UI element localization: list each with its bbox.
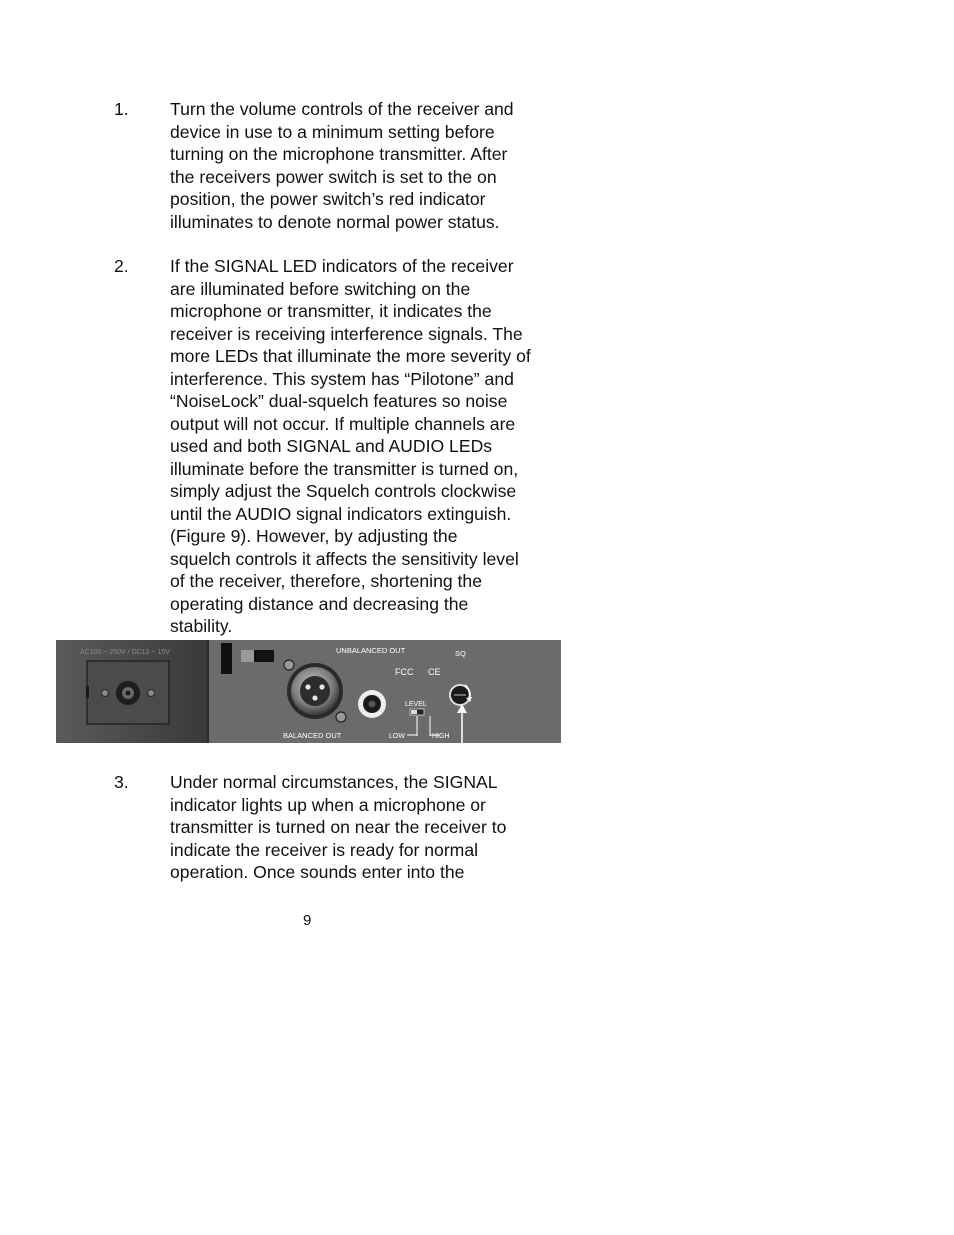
list-item-text: If the SIGNAL LED indicators of the receiver are illuminated before switching on the microphone or transmitter, it indicates the receiver is receiving interference signals. The more LEDs that illuminate the more severity of interference. This system has “Pilotone” and “NoiseLock” dual-squelch features so noise output will not occur. If multiple channels are used and both SIGNAL and AUDIO LEDs illuminate before the transmitter is turned on, simply adjust the Squelch controls clockwise until the AUDIO signal indicators extinguish. (Figure 9). However, by adjusting the squelch controls it affects the sensitivity level of the receiver, therefore, shortening the operating distance and decreasing the stability. [170, 256, 531, 636]
fcc-label: FCC [395, 667, 414, 677]
receiver-back-panel-figure [56, 640, 561, 743]
level-high-label: HIGH [432, 733, 450, 740]
screw-icon [148, 690, 155, 697]
level-low-label: LOW [389, 733, 405, 740]
list-item-number: 3. [114, 772, 129, 792]
screw-icon [102, 690, 109, 697]
list-item-number: 2. [114, 256, 129, 276]
list-item-number: 1. [114, 99, 129, 119]
screw-icon [284, 660, 294, 670]
list-item-2 [114, 255, 574, 638]
ce-mark: CE [428, 667, 441, 677]
list-item-text: Turn the volume controls of the receiver and device in use to a minimum setting before turning on the microphone transmitter. After the receivers power switch is set to the on position, the power switch’s red indicator illuminates to denote normal power status. [170, 99, 514, 232]
screw-icon [336, 712, 346, 722]
level-label: LEVEL [405, 701, 427, 708]
list-item-3 [114, 771, 574, 884]
page-number: 9 [303, 912, 312, 929]
power-spec-label: AC100 ~ 250V / DC12 ~ 15V [80, 649, 170, 656]
list-item-1 [114, 98, 574, 233]
balanced-out-label: BALANCED OUT [283, 731, 342, 740]
list-item-text: Under normal circumstances, the SIGNAL indicator lights up when a microphone or transmitter is turned on near the receiver to indicate the receiver is ready for normal operation. Once sounds enter into the [170, 772, 507, 882]
unbalanced-out-label: UNBALANCED OUT [336, 646, 406, 655]
squelch-label: SQ [455, 649, 466, 658]
